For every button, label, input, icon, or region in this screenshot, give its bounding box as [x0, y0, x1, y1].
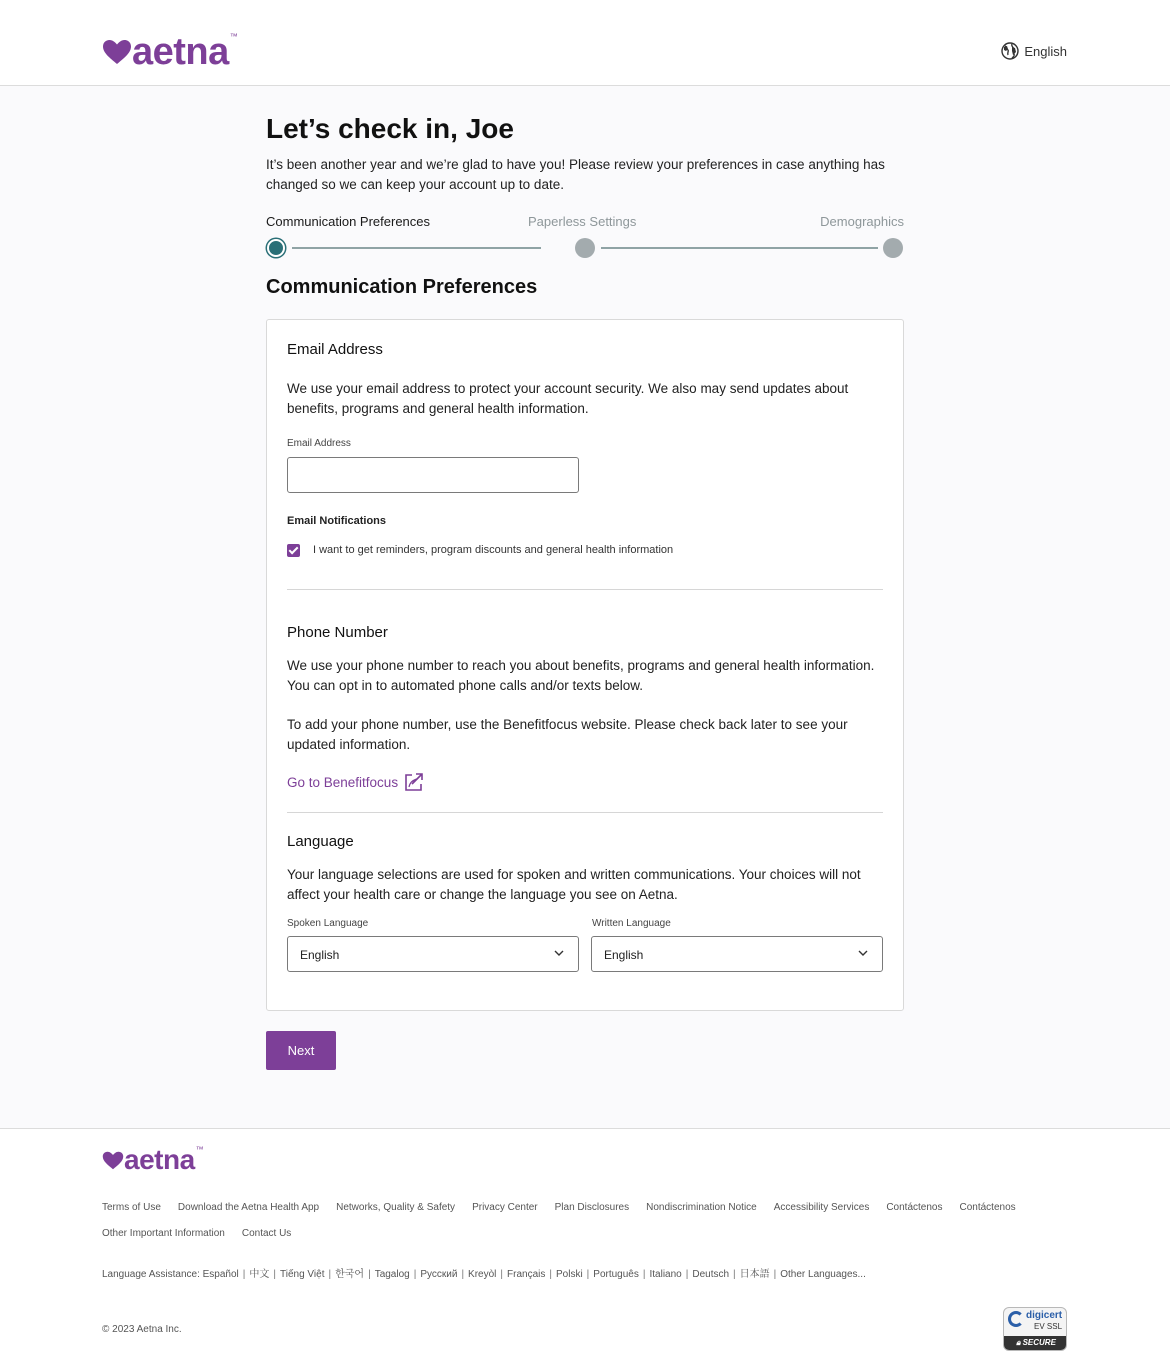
- step-dot-communication: [267, 239, 285, 257]
- language-assistance-link[interactable]: Tiếng Việt: [280, 1269, 325, 1280]
- footer-link-plan-disclosures[interactable]: Plan Disclosures: [554, 1202, 630, 1213]
- footer-link-contactenos-2[interactable]: Contáctenos: [959, 1202, 1016, 1213]
- language-assistance-link[interactable]: 한국어: [335, 1269, 365, 1280]
- digicert-seal-icon: [1008, 1311, 1024, 1327]
- page-title: Let’s check in, Joe: [266, 113, 514, 144]
- language-assistance-link[interactable]: Other Languages...: [780, 1269, 866, 1280]
- spoken-language-value: English: [300, 948, 340, 962]
- benefitfocus-link[interactable]: [287, 772, 424, 792]
- benefitfocus-link-label: Go to Benefitfocus: [287, 774, 399, 790]
- phone-heading: Phone Number: [287, 624, 388, 641]
- logo-wordmark: aetna: [132, 31, 229, 73]
- written-language-value: English: [604, 948, 644, 962]
- language-assistance-link[interactable]: Tagalog: [374, 1269, 410, 1280]
- language-assistance-link[interactable]: Português: [593, 1269, 639, 1280]
- written-language-select[interactable]: [591, 936, 883, 972]
- section-divider: [287, 812, 883, 813]
- footer-links: [102, 1195, 1102, 1247]
- step-label-communication: Communication Preferences: [266, 214, 431, 229]
- step-dot-demographics: [883, 238, 903, 258]
- language-assistance-link[interactable]: Русский: [420, 1269, 458, 1280]
- badge-line: EV SSL: [1034, 1322, 1063, 1331]
- language-assistance-link[interactable]: 中文: [249, 1269, 270, 1280]
- next-button[interactable]: Next: [266, 1031, 336, 1070]
- phone-description: We use your phone number to reach you about benefits, programs and general health information. You can opt in to automated phone calls and/or texts below.: [287, 658, 875, 693]
- aetna-logo[interactable]: [102, 33, 237, 71]
- badge-secure: [1004, 1336, 1067, 1350]
- language-switcher[interactable]: [1001, 42, 1067, 60]
- step-connector: [292, 247, 541, 249]
- language-assistance-link[interactable]: Español: [202, 1269, 239, 1280]
- footer-link-other-info[interactable]: Other Important Information: [102, 1228, 225, 1239]
- footer-link-accessibility[interactable]: Accessibility Services: [773, 1202, 870, 1213]
- spoken-language-label: Spoken Language: [287, 918, 369, 929]
- email-field-label: Email Address: [287, 438, 351, 449]
- site-footer: [0, 1128, 1170, 1365]
- language-assistance-link[interactable]: Kreyòl: [468, 1269, 497, 1280]
- phone-note: To add your phone number, use the Benefitfocus website. Please check back later to see your updated information.: [287, 717, 848, 752]
- language-assistance-prefix: Language Assistance:: [102, 1269, 200, 1280]
- footer-link-networks[interactable]: Networks, Quality & Safety: [336, 1202, 456, 1213]
- email-notifications-checkbox[interactable]: [287, 544, 300, 557]
- heart-logo-icon: [102, 39, 132, 65]
- globe-icon: [1001, 42, 1019, 60]
- logo-trademark: ™: [195, 1145, 204, 1154]
- language-assistance-link[interactable]: Français: [507, 1269, 546, 1280]
- digicert-ssl-badge[interactable]: [1003, 1307, 1067, 1351]
- written-language-label: Written Language: [592, 918, 671, 929]
- progress-stepper: [266, 214, 904, 262]
- site-header: [0, 0, 1170, 86]
- email-description: We use your email address to protect your account security. We also may send updates about benefits, programs and general health information.: [287, 381, 849, 416]
- footer-link-nondiscrimination[interactable]: Nondiscrimination Notice: [646, 1202, 757, 1213]
- badge-brand: digicert: [1026, 1310, 1063, 1321]
- language-assistance-link[interactable]: 日本語: [739, 1269, 770, 1280]
- section-title: Communication Preferences: [266, 276, 538, 298]
- intro-text: It’s been another year and we’re glad to have you! Please review your preferences in case anything has changed so we can keep your account up to date.: [266, 157, 885, 192]
- badge-secure-text: SECURE: [1022, 1338, 1056, 1347]
- step-label-demographics: Demographics: [820, 214, 904, 229]
- email-field[interactable]: [287, 457, 579, 493]
- email-notifications-checkbox-label[interactable]: I want to get reminders, program discounts and general health information: [313, 544, 674, 556]
- footer-link-privacy[interactable]: Privacy Center: [472, 1202, 538, 1213]
- step-dot-paperless: [575, 238, 595, 258]
- footer-link-contactenos[interactable]: Contáctenos: [886, 1202, 943, 1213]
- language-switcher-label: English: [1024, 43, 1067, 59]
- chevron-down-icon: [858, 950, 868, 957]
- heart-logo-icon: [102, 1151, 124, 1170]
- language-heading: Language: [287, 833, 354, 850]
- email-heading: Email Address: [287, 341, 383, 358]
- footer-link-app[interactable]: Download the Aetna Health App: [177, 1202, 320, 1213]
- step-label-paperless: Paperless Settings: [528, 214, 637, 229]
- step-connector: [601, 247, 878, 249]
- language-assistance-link[interactable]: Polski: [555, 1269, 583, 1280]
- footer-link-contact-us[interactable]: Contact Us: [241, 1228, 292, 1239]
- logo-wordmark: aetna: [124, 1144, 195, 1175]
- footer-aetna-logo[interactable]: [102, 1146, 203, 1174]
- logo-trademark: ™: [229, 32, 238, 41]
- copyright: © 2023 Aetna Inc.: [102, 1324, 182, 1335]
- external-link-icon: [404, 772, 424, 792]
- section-divider: [287, 589, 883, 590]
- spoken-language-select[interactable]: [287, 936, 579, 972]
- chevron-down-icon: [554, 950, 564, 957]
- language-assistance-link[interactable]: Deutsch: [692, 1269, 730, 1280]
- language-assistance: Language Assistance: Español | 中文 | Tiếng Việt | 한국어 | Tagalog | Русский | Kreyòl | Français | Polski | Português | Italiano | Deutsch | 日本語 | Other Languages...: [102, 1269, 866, 1280]
- footer-link-terms[interactable]: Terms of Use: [102, 1202, 161, 1213]
- preferences-card: [266, 319, 904, 1011]
- language-description: Your language selections are used for spoken and written communications. Your choices will not affect your health care or change the language you see on Aetna.: [287, 867, 861, 902]
- email-notifications-label: Email Notifications: [287, 515, 387, 527]
- language-assistance-link[interactable]: Italiano: [649, 1269, 682, 1280]
- lock-icon: 🔒︎: [1016, 1338, 1021, 1347]
